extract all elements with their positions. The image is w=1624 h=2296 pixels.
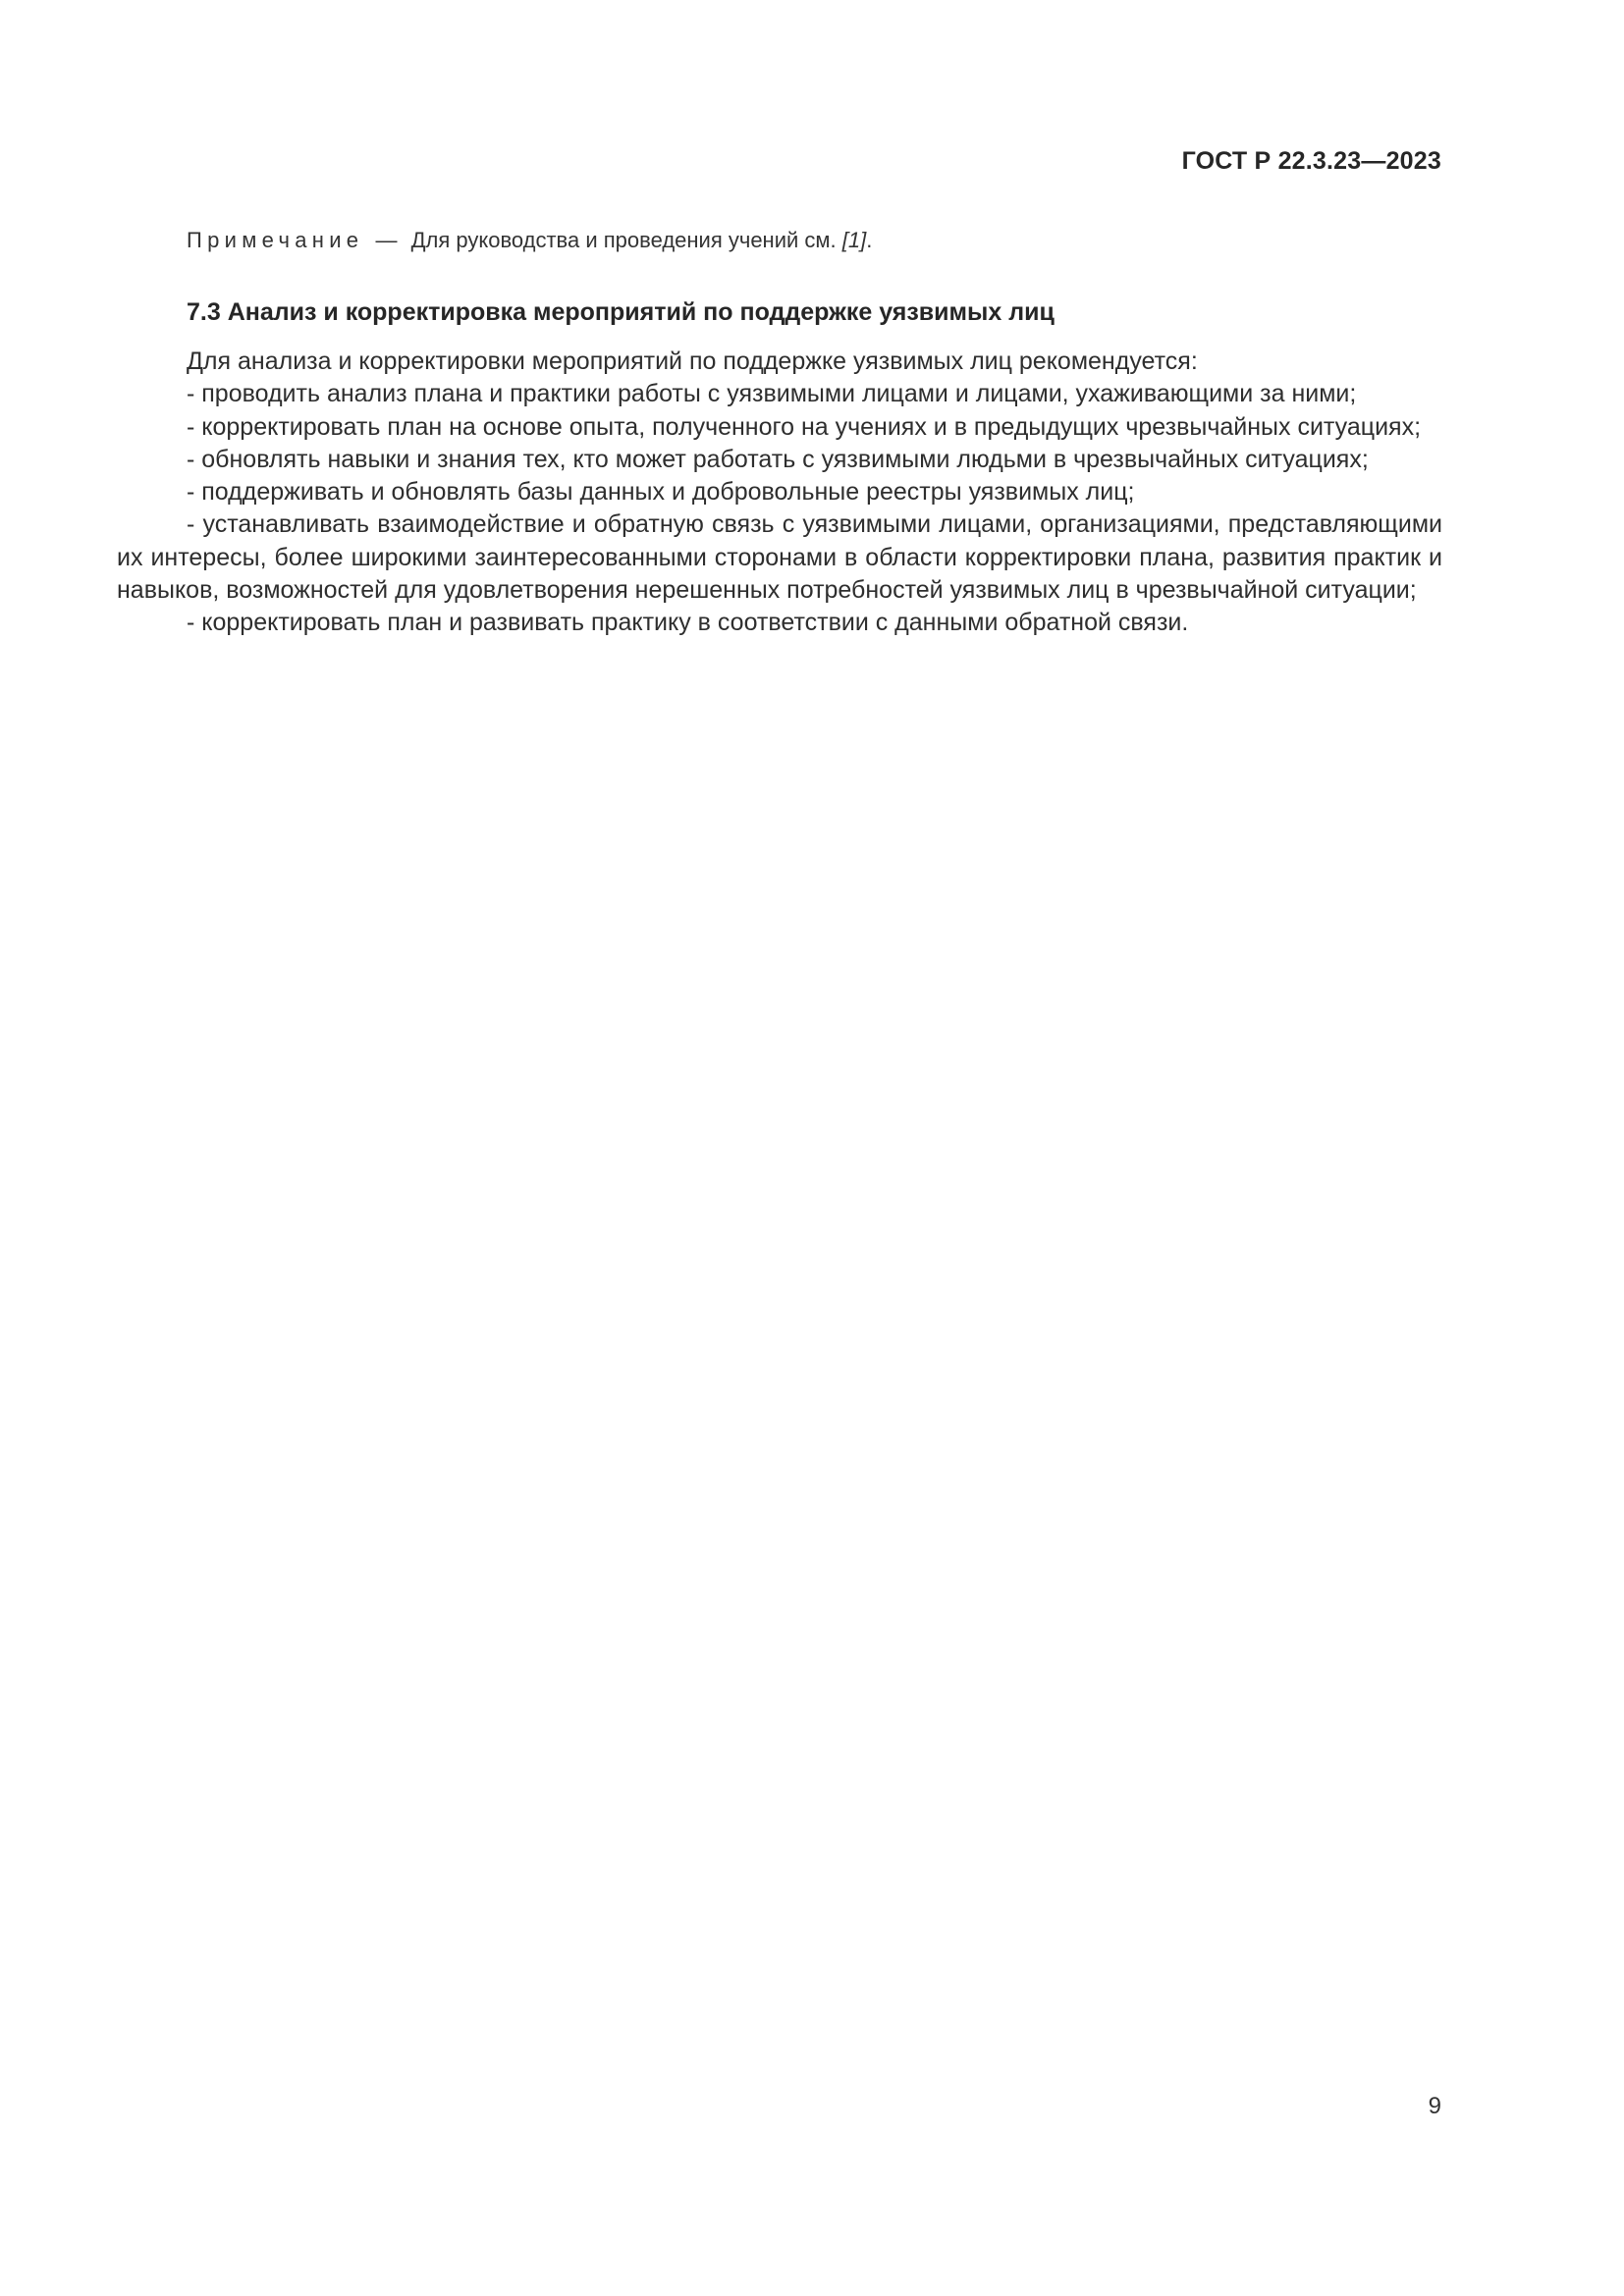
paragraph-intro: Для анализа и корректировки мероприятий по поддержке уязвимых лиц рекомендуется: xyxy=(187,347,1198,375)
list-item: - проводить анализ плана и практики работы с уязвимыми лицами и лицами, ухаживающими за ними; xyxy=(187,380,1357,408)
note-reference: [1] xyxy=(841,228,867,252)
note xyxy=(187,228,872,253)
list-item: - устанавливать взаимодействие и обратную связь с уязвимыми лицами, организациями, представляющими их интересы, более широкими заинтересованными сторонами в области корректировки плана, развития практик и навыков, возможностей для удовлетворения нерешенных потребностей уязвимых лиц в чрезвычайной ситуации; xyxy=(117,510,1442,605)
list-item: - корректировать план на основе опыта, полученного на учениях и в предыдущих чрезвычайных ситуациях; xyxy=(187,412,1422,441)
page-number: 9 xyxy=(1428,2093,1441,2119)
note-text: Для руководства и проведения учений см. xyxy=(410,228,837,252)
note-end: . xyxy=(866,228,873,252)
document-code: ГОСТ Р 22.3.23—2023 xyxy=(1181,147,1441,175)
list-item: - обновлять навыки и знания тех, кто может работать с уязвимыми людьми в чрезвычайных ситуациях; xyxy=(187,445,1369,473)
section-body xyxy=(117,346,1442,640)
list-item: - корректировать план и развивать практику в соответствии с данными обратной связи. xyxy=(187,609,1189,637)
list-item: - поддерживать и обновлять базы данных и добровольные реестры уязвимых лиц; xyxy=(187,478,1135,507)
section-title: 7.3 Анализ и корректировка мероприятий по поддержке уязвимых лиц xyxy=(187,298,1055,326)
note-label: Примечание xyxy=(187,228,364,252)
note-dash: — xyxy=(375,228,398,252)
